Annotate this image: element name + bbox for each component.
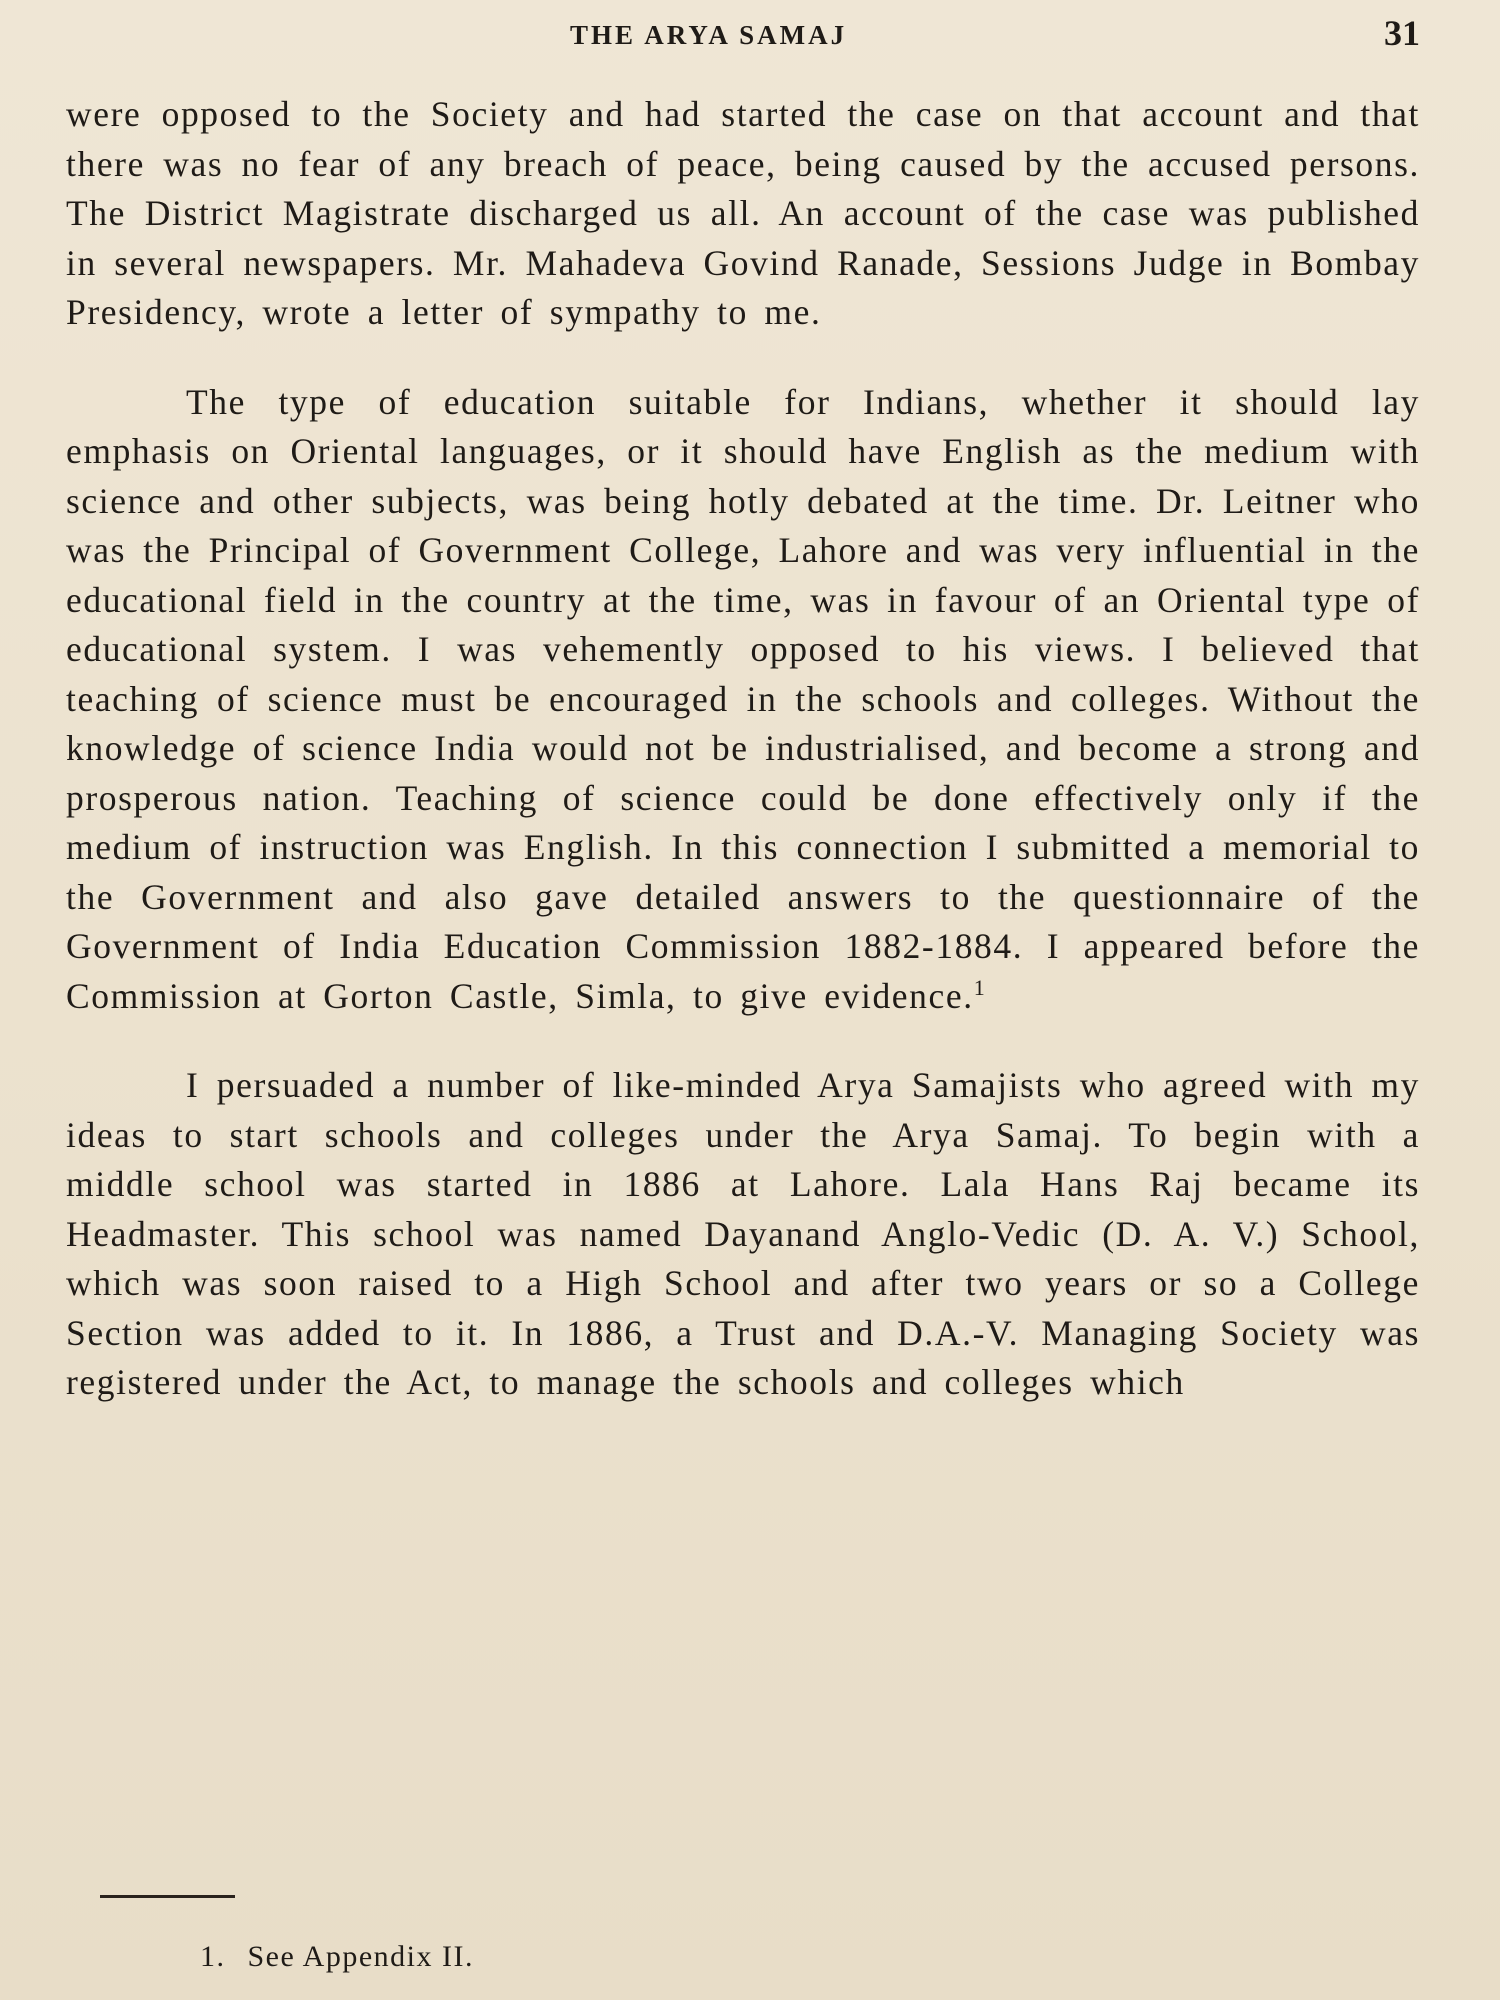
- paragraph-2: [66, 378, 1420, 1022]
- footnote-text: See Appendix II.: [247, 1940, 474, 1973]
- page-number: 31: [1384, 13, 1420, 53]
- body-text: [66, 90, 1420, 1448]
- paragraph-1: [66, 90, 1420, 338]
- footnote: [200, 1940, 474, 1974]
- running-header: [0, 12, 1500, 62]
- paragraph-3: [66, 1061, 1420, 1408]
- paragraph-3-text: I persuaded a number of like-minded Arya Samajists who agreed with my ideas to start schools and colleges under the Arya Samaj. To begin with a middle school was started in 1886 at Lahore. Lala Hans Raj became its Headmaster. This school was named Dayanand Anglo-Vedic (D. A. V.) School, which was soon raised to a High School and after two years or so a College Section was added to it. In 1886, a Trust and D.A.-V. Managing Society was registered under the Act, to manage the schools and colleges which: [66, 1065, 1420, 1402]
- footnote-marker: 1: [973, 974, 987, 1000]
- running-title: THE ARYA SAMAJ: [570, 20, 848, 50]
- footnote-number: 1.: [200, 1940, 226, 1973]
- paragraph-2-text: The type of education suitable for Indians, whether it should lay emphasis on Oriental languages, or it should have English as the medium with science and other subjects, was being hotly debated at the time. Dr. Leitner who was the Principal of Government College, Lahore and was very influential in the educational field in the country at the time, was in favour of an Oriental type of educational system. I was vehemently opposed to his views. I believed that teaching of science must be encouraged in the schools and colleges. Without the knowledge of science India would not be industrialised, and become a strong and prosperous nation. Teaching of science could be done effectively only if the medium of instruction was English. In this connection I submitted a memorial to the Government and also gave detailed answers to the questionnaire of the Government of India Education Commission 1882-1884. I appeared before the Commission at Gorton Castle, Simla, to give evidence.: [66, 381, 1420, 1016]
- paragraph-1-text: were opposed to the Society and had started the case on that account and that there was no fear of any breach of peace, being caused by the accused persons. The District Magistrate discharged us all. An account of the case was published in several newspapers. Mr. Mahadeva Govind Ranade, Sessions Judge in Bombay Presidency, wrote a letter of sympathy to me.: [66, 94, 1420, 332]
- footnote-divider: [100, 1895, 235, 1898]
